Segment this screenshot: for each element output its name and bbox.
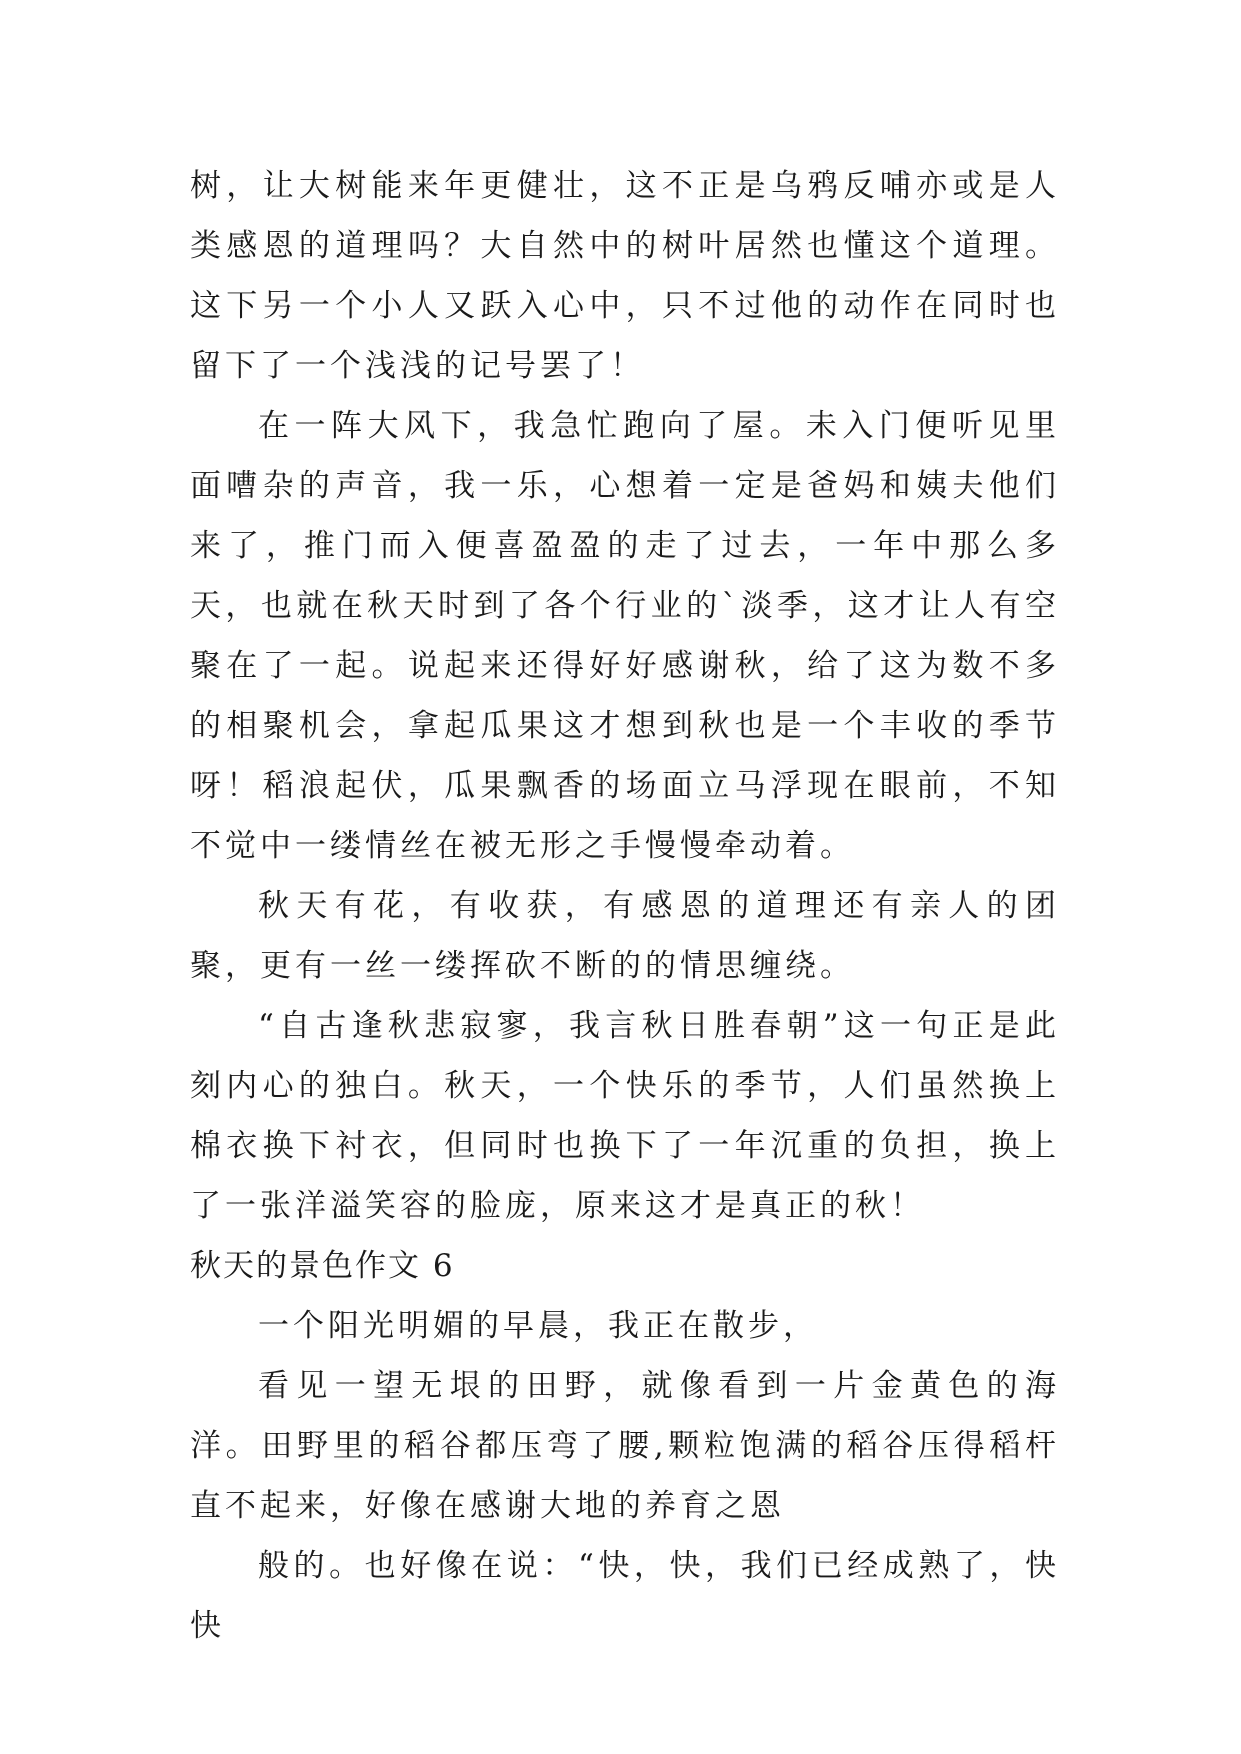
paragraph: 般的。也好像在说：“快，快，我们已经成熟了，快快 bbox=[190, 1548, 1060, 1644]
paragraph: 一个阳光明媚的早晨，我正在散步， bbox=[258, 1308, 818, 1344]
paragraph-continued: 树，让大树能来年更健壮，这不正是乌鸦反哺亦或是人类感恩的道理吗？大自然中的树叶居然也懂这个道理。这下另一个小人又跃入心中，只不过他的动作在同时也留下了一个浅浅的记号罢了！ bbox=[190, 168, 1060, 384]
document-page bbox=[190, 156, 1060, 1656]
paragraph: 秋天有花，有收获，有感恩的道理还有亲人的团聚，更有一丝一缕挥砍不断的的情思缠绕。 bbox=[190, 888, 1060, 984]
section-title: 秋天的景色作文 6 bbox=[190, 1248, 455, 1284]
paragraph: 看见一望无垠的田野，就像看到一片金黄色的海洋。田野里的稻谷都压弯了腰,颗粒饱满的稻谷压得稻杆直不起来，好像在感谢大地的养育之恩 bbox=[190, 1368, 1060, 1524]
paragraph: “自古逢秋悲寂寥，我言秋日胜春朝”这一句正是此刻内心的独白。秋天，一个快乐的季节，人们虽然换上棉衣换下衬衣，但同时也换下了一年沉重的负担，换上了一张洋溢笑容的脸庞，原来这才是真正的秋！ bbox=[190, 1008, 1060, 1224]
paragraph: 在一阵大风下，我急忙跑向了屋。未入门便听见里面嘈杂的声音，我一乐，心想着一定是爸妈和姨夫他们来了，推门而入便喜盈盈的走了过去，一年中那么多天，也就在秋天时到了各个行业的`淡季，这才让人有空聚在了一起。说起来还得好好感谢秋，给了这为数不多的相聚机会，拿起瓜果这才想到秋也是一个丰收的季节呀！稻浪起伏，瓜果飘香的场面立马浮现在眼前，不知不觉中一缕情丝在被无形之手慢慢牵动着。 bbox=[190, 408, 1060, 864]
